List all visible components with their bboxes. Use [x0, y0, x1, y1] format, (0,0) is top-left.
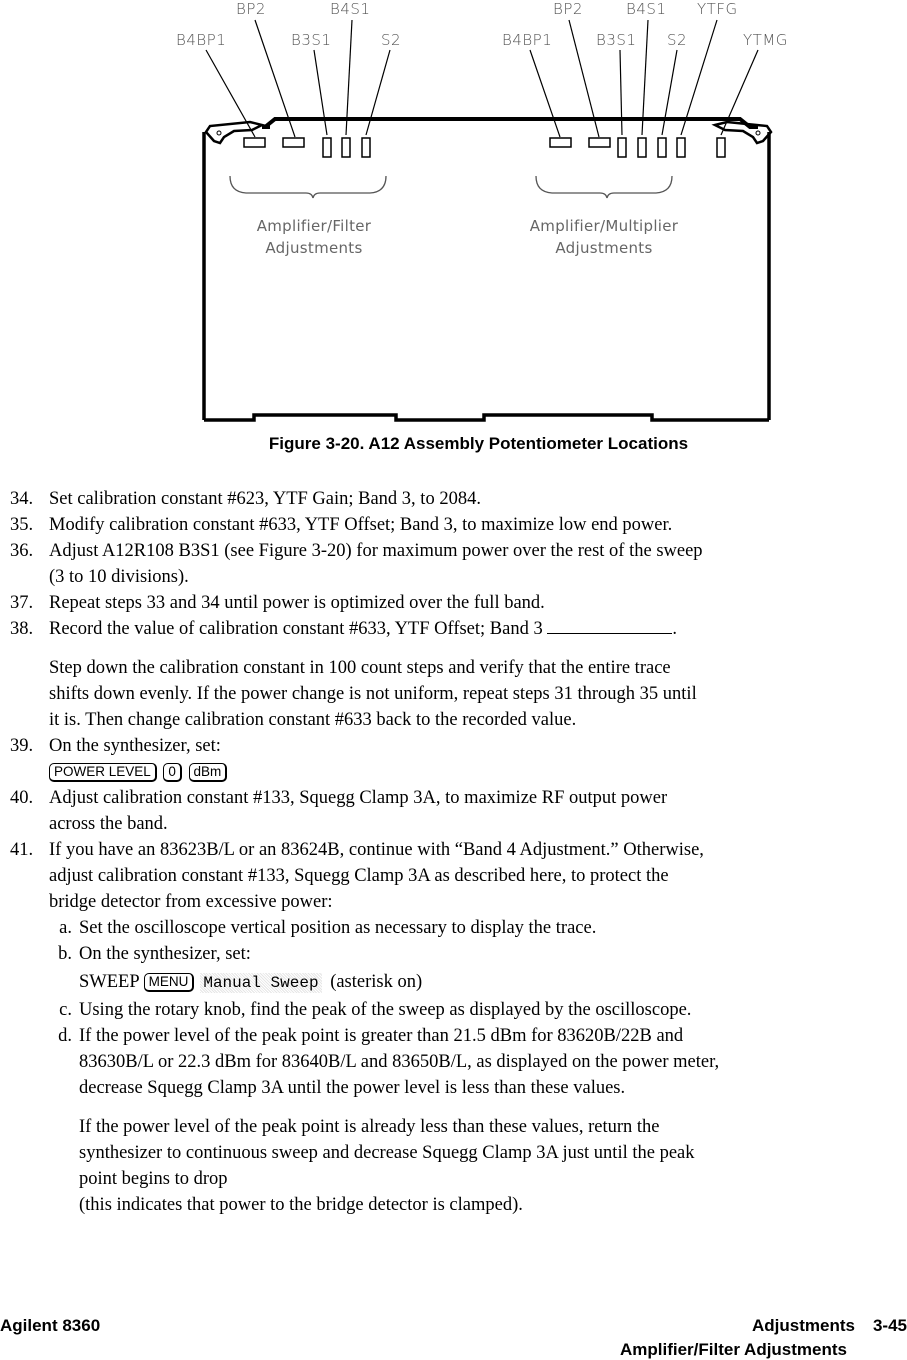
key-sequence	[79, 967, 907, 997]
key-sequence	[49, 759, 907, 785]
label-right-bp2: BP2	[553, 0, 583, 18]
group-amplifier-multiplier	[494, 215, 714, 259]
label-right-b4bp1: B4BP1	[502, 31, 553, 49]
label-left-s2: S2	[381, 31, 402, 49]
step-text: Set calibration constant #623, YTF Gain; Band 3, to 2084.	[49, 489, 481, 509]
step-number: 41.	[10, 840, 34, 860]
step-41d	[0, 1023, 907, 1101]
label-left-b4bp1: B4BP1	[176, 31, 227, 49]
substep-text: Set the oscilloscope vertical position as necessary to display the trace.	[79, 918, 597, 938]
label-left-b3s1: B3S1	[291, 31, 332, 49]
step-38	[0, 616, 907, 642]
step-text: Adjust calibration constant #133, Squegg Clamp 3A, to maximize RF output power	[49, 788, 668, 808]
group-amplifier-filter-line1: Amplifier/Filter	[256, 217, 372, 235]
label-right-b4s1: B4S1	[626, 0, 667, 18]
substep-letter: c.	[59, 1000, 72, 1020]
step-text: If you have an 83623B/L or an 83624B, continue with “Band 4 Adjustment.” Otherwise,	[49, 840, 704, 860]
step-41d-note	[0, 1114, 907, 1218]
zero-key[interactable]: 0	[163, 763, 182, 782]
group-amplifier-multiplier-line2: Adjustments	[555, 239, 653, 257]
step-text: adjust calibration constant #133, Squegg Clamp 3A as described here, to protect the	[49, 866, 669, 886]
manual-sweep-softkey[interactable]: Manual Sweep	[200, 973, 321, 993]
group-amplifier-filter	[204, 215, 424, 259]
note-line: (this indicates that power to the bridge detector is clamped).	[79, 1195, 523, 1215]
step-37	[0, 590, 907, 616]
step-text: On the synthesizer, set:	[49, 736, 221, 756]
step-number: 36.	[10, 541, 34, 561]
sweep-label: SWEEP	[79, 972, 139, 992]
step-number: 39.	[10, 736, 34, 756]
step-number: 35.	[10, 515, 34, 535]
group-amplifier-multiplier-line1: Amplifier/Multiplier	[529, 217, 679, 235]
figure-a12-assembly	[0, 0, 907, 430]
step-number: 37.	[10, 593, 34, 613]
label-left-b4s1: B4S1	[330, 0, 371, 18]
group-amplifier-filter-line2: Adjustments	[265, 239, 363, 257]
step-35	[0, 512, 907, 538]
footer-product: Agilent 8360	[0, 1316, 101, 1335]
substep-text: 83630B/L or 22.3 dBm for 83640B/L and 83650B/L, as displayed on the power meter,	[79, 1052, 720, 1072]
substep-letter: d.	[58, 1026, 72, 1046]
step-text: across the band.	[49, 814, 168, 834]
step-text: (3 to 10 divisions).	[49, 567, 189, 587]
label-left-bp2: BP2	[236, 0, 266, 18]
step-41a	[0, 915, 907, 941]
label-right-s2: S2	[667, 31, 688, 49]
menu-key[interactable]: MENU	[144, 973, 195, 992]
footer-page-number: 3-45	[872, 1316, 907, 1335]
step-39	[0, 733, 907, 785]
substep-letter: b.	[58, 944, 72, 964]
label-right-ytmg: YTMG	[743, 31, 788, 49]
a12-board-diagram	[0, 0, 907, 430]
step-text: Modify calibration constant #633, YTF Offset; Band 3, to maximize low end power.	[49, 515, 673, 535]
step-text: bridge detector from excessive power:	[49, 892, 333, 912]
step-text: Adjust A12R108 B3S1 (see Figure 3-20) for maximum power over the rest of the sweep	[49, 541, 703, 561]
label-right-b3s1: B3S1	[596, 31, 637, 49]
step-text-end: .	[672, 619, 677, 639]
record-value-blank[interactable]	[547, 617, 672, 634]
power-level-key[interactable]: POWER LEVEL	[49, 763, 157, 782]
note-line: synthesizer to continuous sweep and decrease Squegg Clamp 3A just until the peak	[79, 1143, 695, 1163]
label-right-ytfg: YTFG	[697, 0, 738, 18]
step-36	[0, 538, 907, 590]
note-line: it is. Then change calibration constant #633 back to the recorded value.	[49, 710, 577, 730]
substep-text: On the synthesizer, set:	[79, 944, 251, 964]
note-line: shifts down evenly. If the power change is not uniform, repeat steps 31 through 35 until	[49, 684, 697, 704]
step-text: Record the value of calibration constant #633, YTF Offset; Band 3	[49, 619, 543, 639]
step-34	[0, 486, 907, 512]
step-number: 34.	[10, 489, 34, 509]
step-41b	[0, 941, 907, 997]
substep-text: If the power level of the peak point is greater than 21.5 dBm for 83620B/22B and	[79, 1026, 684, 1046]
step-number: 38.	[10, 619, 34, 639]
step-text: Repeat steps 33 and 34 until power is optimized over the full band.	[49, 593, 545, 613]
footer-section: Amplifier/Filter Adjustments	[619, 1340, 847, 1359]
substep-text: decrease Squegg Clamp 3A until the power level is less than these values.	[79, 1078, 626, 1098]
step-38-note	[0, 655, 907, 733]
step-number: 40.	[10, 788, 34, 808]
note-line: If the power level of the peak point is already less than these values, return the	[79, 1117, 660, 1137]
step-41	[0, 837, 907, 915]
dbm-key[interactable]: dBm	[189, 763, 228, 782]
substep-letter: a.	[59, 918, 72, 938]
procedure-steps	[0, 486, 907, 1218]
note-line: Step down the calibration constant in 100 count steps and verify that the entire trace	[49, 658, 671, 678]
asterisk-note: (asterisk on)	[330, 972, 423, 992]
substep-text: Using the rotary knob, find the peak of the sweep as displayed by the oscilloscope.	[79, 1000, 692, 1020]
step-41c	[0, 997, 907, 1023]
footer-chapter: Adjustments	[752, 1316, 855, 1335]
step-40	[0, 785, 907, 837]
footer-chapter-page	[752, 1316, 907, 1336]
note-line: point begins to drop	[79, 1169, 228, 1189]
figure-caption: Figure 3-20. A12 Assembly Potentiometer Locations	[268, 434, 689, 453]
